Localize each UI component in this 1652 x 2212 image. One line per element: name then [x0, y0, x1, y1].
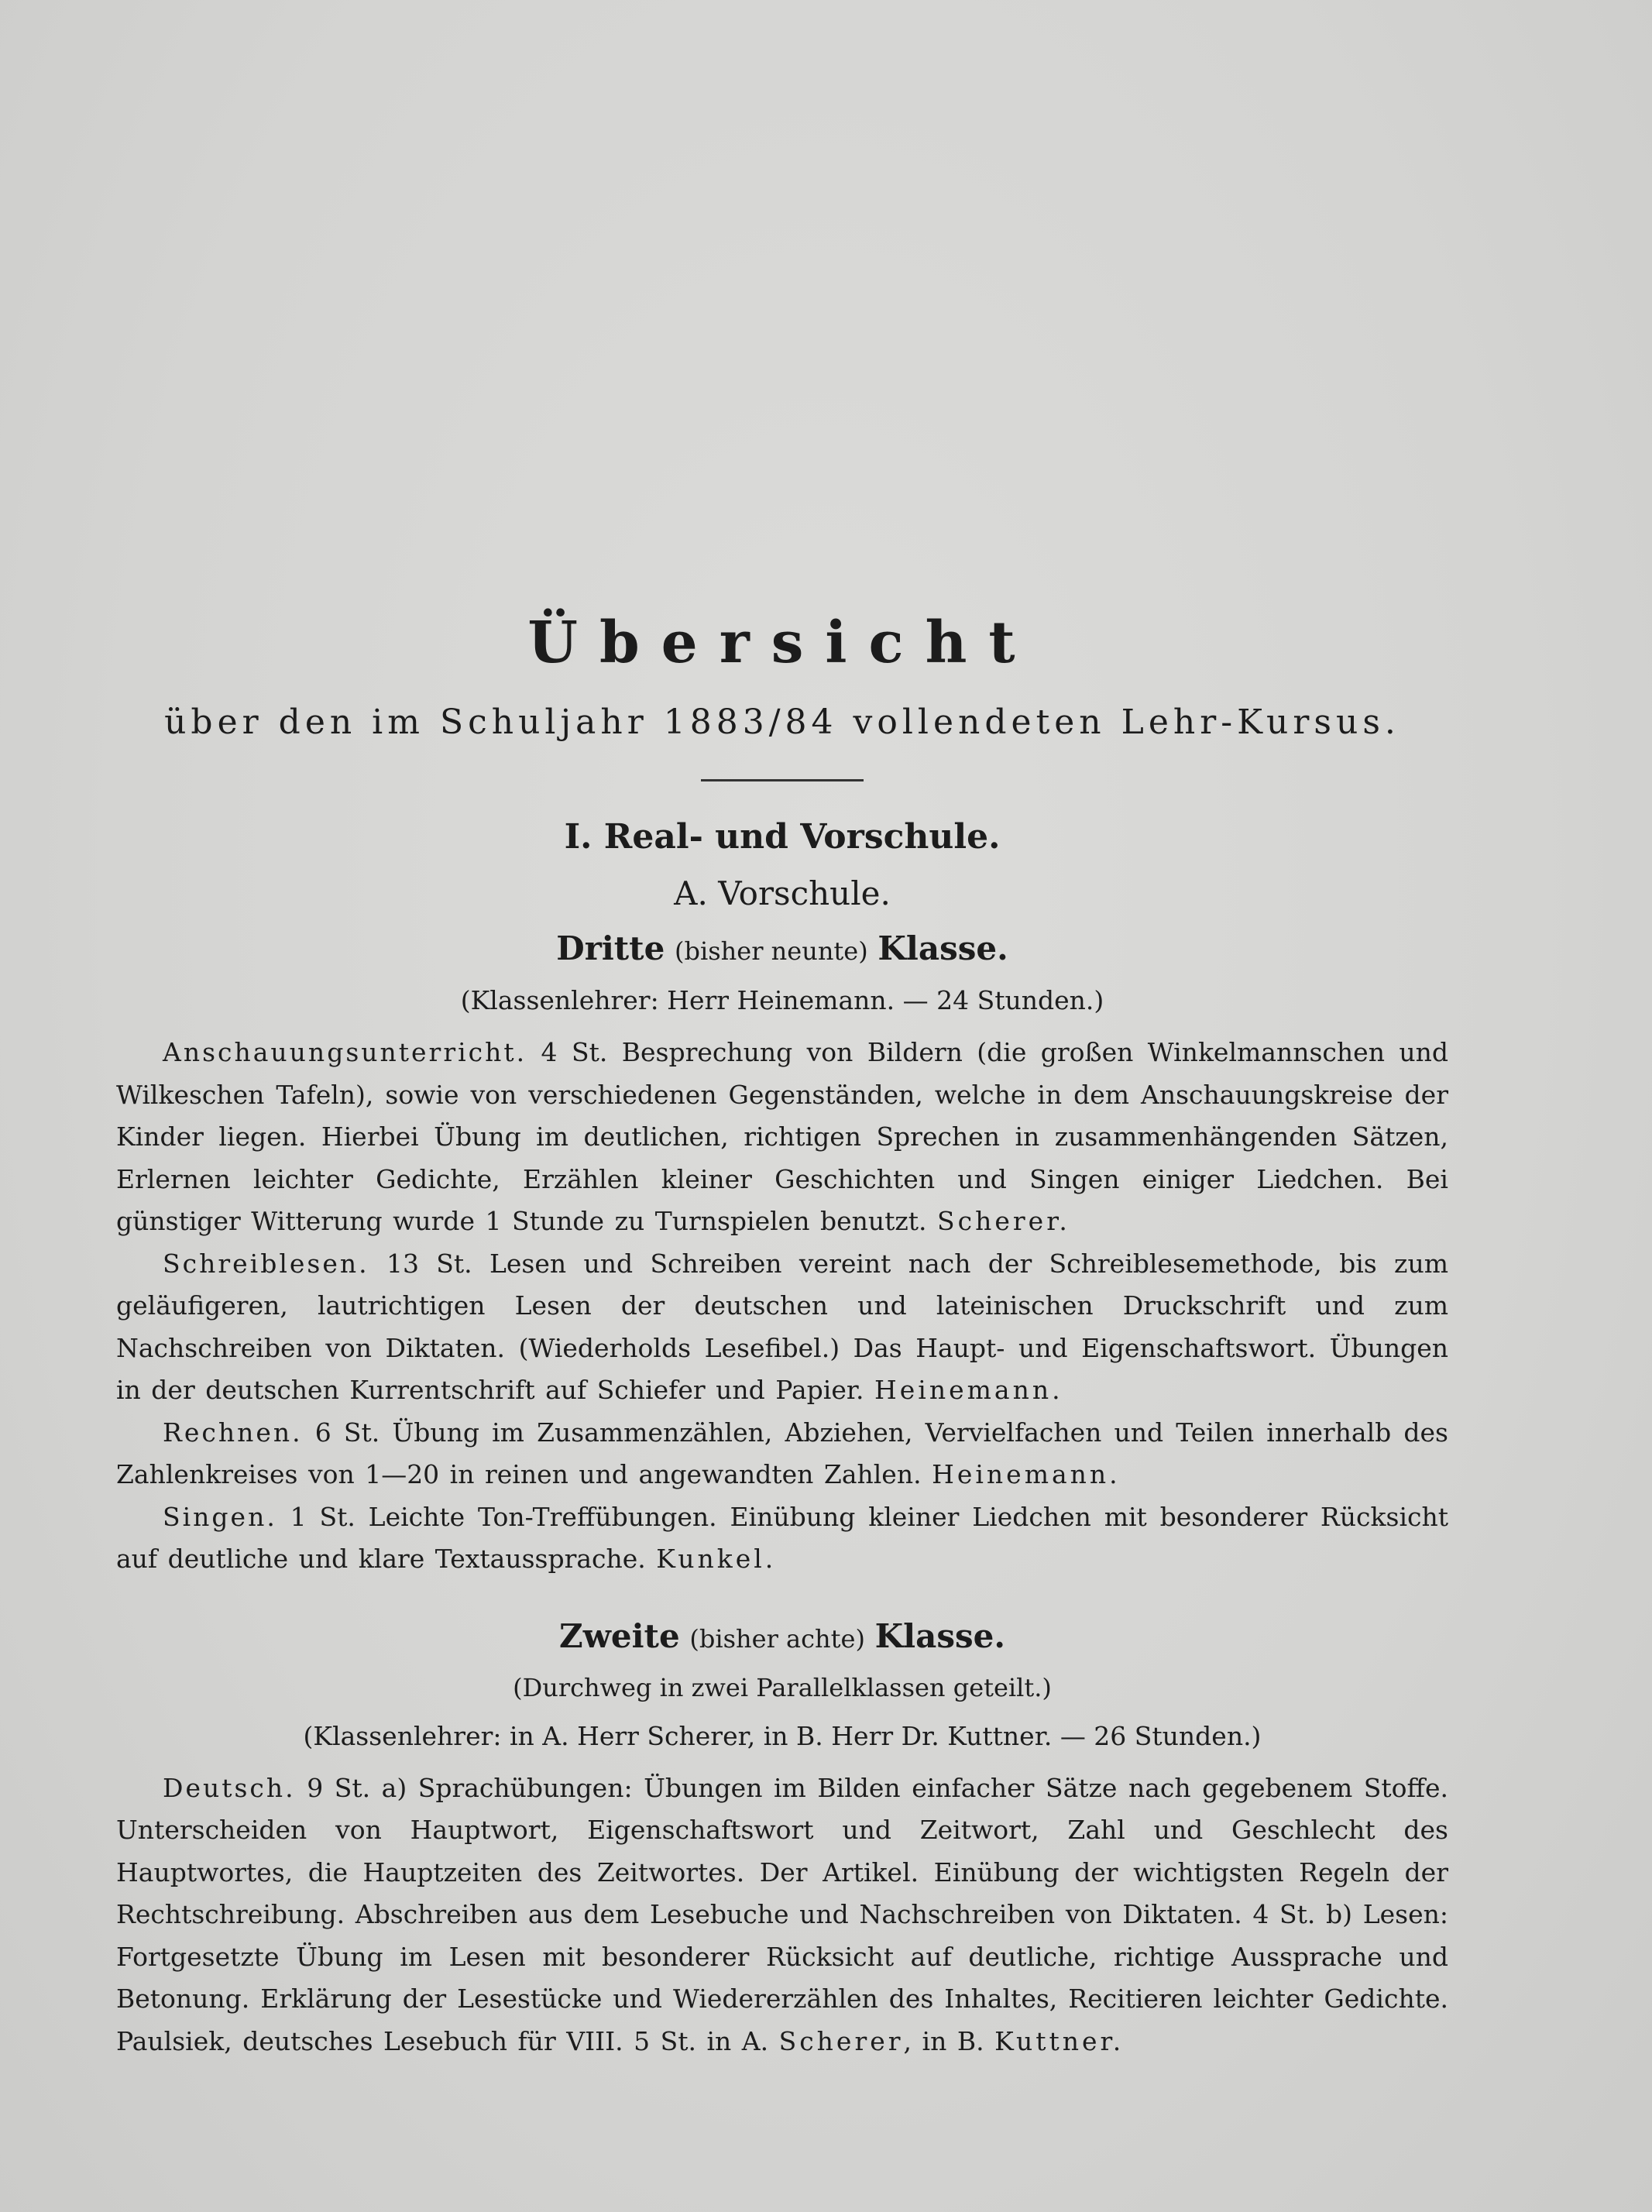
- document-body: [116, 604, 1448, 2063]
- paragraph: [116, 1412, 1448, 1496]
- paragraph: [116, 1032, 1448, 1243]
- subject-lead: Deutsch.: [163, 1772, 296, 1803]
- section-title: I. Real- und Vorschule.: [564, 817, 1001, 857]
- page-subtitle: über den im Schuljahr 1883/84 vollendeten Lehr-Kursus.: [164, 702, 1400, 742]
- paragraph: [116, 1496, 1448, 1581]
- section-subtitle: A. Vorschule.: [674, 874, 891, 912]
- class-heading-third: [116, 926, 1448, 974]
- paragraph-text: , in B.: [903, 2025, 995, 2056]
- page-title: Übersicht: [527, 610, 1037, 676]
- class-teacher-line: (Klassenlehrer: in A. Herr Scherer, in B. Herr Dr. Kuttner. — 26 Stunden.): [303, 1720, 1262, 1751]
- subject-lead: Schreiblesen.: [163, 1248, 369, 1279]
- class-label: Klasse.: [874, 1616, 1005, 1655]
- paragraph: [116, 1243, 1448, 1412]
- paragraph-text: 1 St. Leichte Ton-Treffübungen. Einübung kleiner Liedchen mit besonderer Rücksicht auf deutliche und klare Textaussprache.: [116, 1501, 1448, 1574]
- teacher-name: Kunkel.: [656, 1544, 777, 1574]
- paragraph-text: 9 St. a) Sprachübungen: Übungen im Bilden einfacher Sätze nach gegebenem Stoffe. Unterscheiden von Hauptwort, Eigenschaftswort und Zeitwort, Zahl und Geschlecht des Hauptwortes, die Hauptzeiten des Zeitwortes. Der Artikel. Einübung der wichtigsten Regeln der Rechtschreibung. Abschreiben aus dem Lesebuche und Nachschreiben von Diktaten. 4 St. b) Lesen: Fortgesetzte Übung im Lesen mit besonderer Rücksicht auf deutliche, richtige Aussprache und Betonung. Erklärung der Lesestücke und Wiedererzählen des Inhaltes, Recitieren leichter Gedichte. Paulsiek, deutsches Lesebuch für VIII. 5 St. in A.: [116, 1772, 1448, 2056]
- paragraph-text: 13 St. Lesen und Schreiben vereint nach der Schreiblesemethode, bis zum geläufigeren, lautrichtigen Lesen der deutschen und lateinischen Druckschrift und zum Nachschreiben von Diktaten. (Wiederholds Lesefibel.) Das Haupt- und Eigenschaftswort. Übungen in der deutschen Kurrentschrift auf Schiefer und Papier.: [116, 1248, 1448, 1405]
- divider: [701, 779, 864, 781]
- subject-lead: Anschauungsunterricht.: [163, 1037, 527, 1067]
- paragraph-text: 4 St. Besprechung von Bildern (die großen Winkelmannschen und Wilkeschen Tafeln), sowie von verschiedenen Gegenständen, welche in dem Anschauungskreise der Kinder liegen. Hierbei Übung im deutlichen, richtigen Sprechen in zusammenhängenden Sätzen, Erlernen leichter Gedichte, Erzählen kleiner Geschichten und Singen einiger Liedchen. Bei günstiger Witterung wurde 1 Stunde zu Turnspielen benutzt.: [116, 1037, 1448, 1236]
- class-former-name: (bisher neunte): [675, 936, 868, 966]
- teacher-name: Scherer: [778, 2025, 904, 2056]
- class-name: Zweite: [559, 1616, 680, 1655]
- paragraph: [116, 1767, 1448, 2063]
- class-teacher-line: (Klassenlehrer: Herr Heinemann. — 24 Stunden.): [460, 985, 1104, 1015]
- class-note: (Durchweg in zwei Parallelklassen geteilt.): [513, 1672, 1052, 1702]
- subject-lead: Singen.: [163, 1501, 277, 1532]
- teacher-name: Heinemann.: [874, 1375, 1063, 1405]
- class-label: Klasse.: [878, 929, 1008, 967]
- teacher-name: Kuttner.: [994, 2025, 1125, 2056]
- teacher-name: Heinemann.: [932, 1459, 1121, 1489]
- subject-lead: Rechnen.: [163, 1417, 303, 1448]
- teacher-name: Scherer.: [937, 1206, 1070, 1236]
- paragraph-text: 6 St. Übung im Zusammenzählen, Abziehen, Vervielfachen und Teilen innerhalb des Zahlenkreises von 1—20 in reinen und angewandten Zahlen.: [116, 1417, 1448, 1489]
- class-heading-second: [116, 1613, 1448, 1662]
- class-former-name: (bisher achte): [689, 1623, 865, 1654]
- class-name: Dritte: [556, 929, 665, 967]
